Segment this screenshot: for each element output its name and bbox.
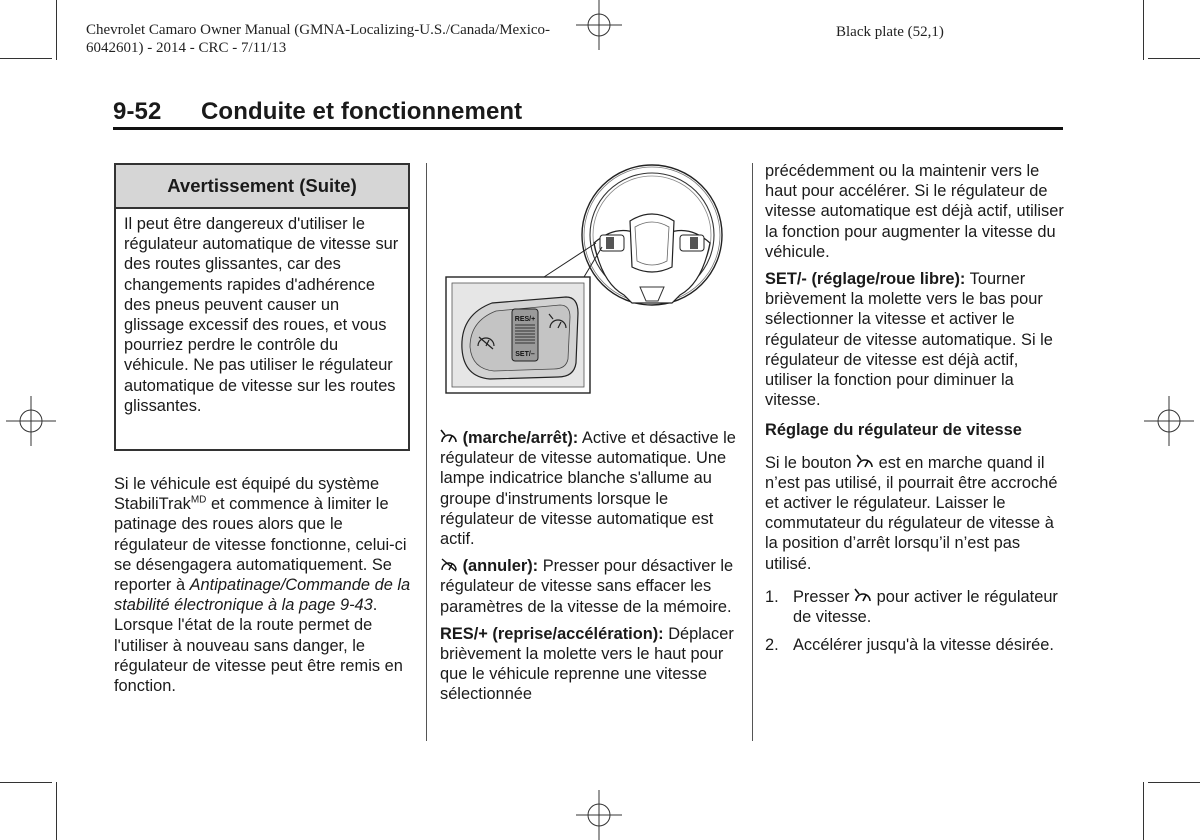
list-item bbox=[765, 587, 1065, 627]
cancel-icon bbox=[440, 557, 458, 573]
res-label: RES/+ (reprise/accélération): bbox=[440, 624, 664, 643]
crop-mark bbox=[0, 58, 52, 59]
registration-mark bbox=[1144, 396, 1194, 446]
res-label: RES/+ bbox=[514, 316, 536, 323]
section-title: Conduite et fonctionnement bbox=[201, 98, 523, 125]
list-text-part: Presser bbox=[793, 587, 855, 606]
page-number: 9-52 bbox=[113, 98, 162, 125]
crop-mark bbox=[56, 0, 57, 60]
crop-mark bbox=[1148, 58, 1200, 59]
list-text: Accélérer jusqu'à la vitesse désirée. bbox=[793, 636, 1054, 655]
warning-text: Il peut être dangereux d'utiliser le régulateur automatique de vitesse sur des routes glissantes, car des changements rapides d'adhérence des pneus peuvent causer un glissage excessif des roues, et vous pourriez perdre le contrôle du véhicule. Ne pas utiliser le régulateur automatique de vitesse sur les routes glissantes. bbox=[124, 215, 399, 415]
crop-mark bbox=[0, 782, 52, 783]
cancel-text: Presser pour désactiver le régulateur de vitesse sans effacer les paramètres de la vitesse de la mémoire. bbox=[440, 557, 734, 616]
column-separator bbox=[752, 163, 753, 741]
cruise-on-off-icon bbox=[856, 454, 874, 470]
steering-wheel-figure bbox=[440, 163, 740, 403]
set-label: SET/– bbox=[515, 351, 535, 358]
res-text: Déplacer brièvement la molette vers le haut pour que le véhicule reprenne une vitesse sélectionnée bbox=[440, 624, 734, 704]
cruise-on-off-icon bbox=[440, 429, 458, 445]
print-header-line1: Chevrolet Camaro Owner Manual (GMNA-Localizing-U.S./Canada/Mexico- bbox=[86, 22, 551, 38]
paragraph-text: Si le véhicule est équipé du système StabiliTrak bbox=[114, 475, 380, 514]
stabilitrak-paragraph bbox=[114, 474, 414, 696]
list-number: 1. bbox=[765, 587, 779, 606]
res-paragraph bbox=[440, 624, 740, 705]
crop-mark bbox=[1143, 782, 1144, 840]
continued-paragraph: précédemment ou la maintenir vers le haut pour accélérer. Si le régulateur de vitesse automatique est déjà actif, utiliser la fonction pour augmenter la vitesse du véhicule. bbox=[765, 162, 1064, 261]
crop-mark bbox=[56, 782, 57, 840]
subheading: Réglage du régulateur de vitesse bbox=[765, 421, 1022, 440]
paragraph-text: . Lorsque l'état de la route permet de l'utiliser à nouveau sans danger, le régulateur de vitesse peut être remis en fonction. bbox=[114, 596, 403, 696]
cross-reference-link[interactable]: Antipatinage/Commande de la stabilité électronique à la page 9-43 bbox=[114, 576, 411, 615]
cruise-on-off-icon bbox=[854, 588, 872, 604]
crop-mark bbox=[1143, 0, 1144, 60]
list-text-part: pour activer le régulateur de vitesse. bbox=[793, 587, 1058, 627]
header-rule bbox=[113, 127, 1063, 130]
list-number: 2. bbox=[765, 636, 779, 655]
paragraph-text: est en marche quand il n’est pas utilisé, il pourrait être accroché et activer le régulateur. Laisser le commutateur du régulateur de vitesse à la position d’arrêt lorsqu’il n’est pas utilisé. bbox=[765, 453, 1058, 573]
registration-mark bbox=[6, 396, 56, 446]
running-head bbox=[113, 98, 522, 126]
list-text bbox=[793, 587, 1065, 627]
registration-mark bbox=[574, 0, 624, 52]
button-paragraph bbox=[765, 453, 1065, 574]
crop-mark bbox=[1148, 782, 1200, 783]
set-text: Tourner brièvement la molette vers le bas pour sélectionner la vitesse et activer le régulateur de vitesse automatique. Si le régulateur de vitesse est déjà actif, utiliser la fonction pour diminuer la vitesse. bbox=[765, 270, 1053, 410]
on-off-label: (marche/arrêt): bbox=[462, 429, 579, 447]
registration-mark bbox=[574, 790, 624, 840]
cancel-label: (annuler): bbox=[462, 557, 539, 576]
list-item bbox=[765, 635, 1065, 655]
print-header-line2: 6042601) - 2014 - CRC - 7/11/13 bbox=[86, 40, 287, 56]
set-label: SET/- (réglage/roue libre): bbox=[765, 270, 966, 289]
warning-box bbox=[114, 163, 410, 451]
column-3-text bbox=[765, 161, 1065, 655]
set-paragraph bbox=[765, 269, 1065, 410]
column-2-text bbox=[440, 428, 740, 705]
paragraph-text: Si le bouton bbox=[765, 453, 857, 472]
on-off-text: Active et désactive le régulateur de vitesse automatique. Une lampe indicatrice blanche s'allume au groupe d'instruments lorsque le régulateur de vitesse automatique est actif. bbox=[440, 429, 736, 549]
plate-label: Black plate (52,1) bbox=[836, 24, 944, 40]
column-separator bbox=[426, 163, 427, 741]
on-off-paragraph bbox=[440, 428, 740, 549]
warning-title: Avertissement (Suite) bbox=[116, 165, 408, 209]
cancel-paragraph bbox=[440, 556, 740, 617]
paragraph-text: et commence à limiter le patinage des roues alors que le régulateur de vitesse fonctionne, celui-ci se désengagera automatiquement. Se reporter à bbox=[114, 495, 407, 595]
print-header bbox=[86, 21, 550, 57]
trademark-sup: MD bbox=[190, 494, 207, 506]
